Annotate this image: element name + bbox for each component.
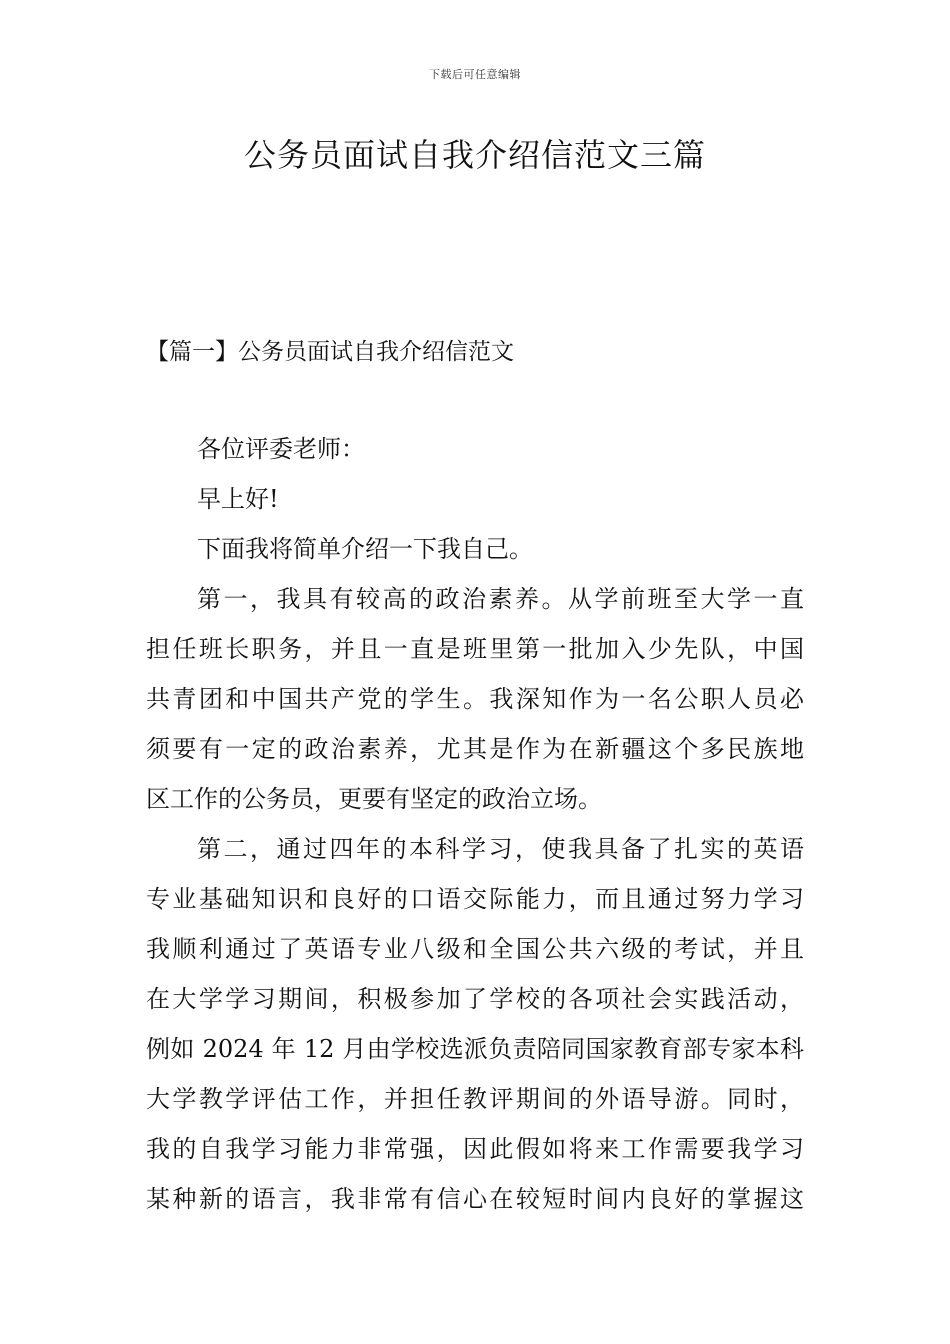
paragraph-line: 区工作的公务员，更要有坚定的政治立场。 — [146, 785, 602, 813]
section-heading: 【篇一】公务员面试自我介绍信范文 — [146, 339, 514, 365]
paragraph-line: 第一，我具有较高的政治素养。从学前班至大学一直 — [197, 585, 804, 613]
paragraph-line: 担任班长职务，并且一直是班里第一批加入少先队，中国 — [146, 635, 804, 663]
paragraph-line: 在大学学习期间，积极参加了学校的各项社会实践活动， — [146, 985, 804, 1013]
paragraph-line: 第二，通过四年的本科学习，使我具备了扎实的英语 — [197, 835, 804, 863]
paragraph-line: 下面我将简单介绍一下我自己。 — [197, 535, 533, 563]
paragraph-line: 专业基础知识和良好的口语交际能力，而且通过努力学习 — [146, 885, 804, 913]
header-note: 下载后可任意编辑 — [429, 68, 521, 81]
paragraph-line: 例如 2024 年 12 月由学校选派负责陪同国家教育部专家本科 — [146, 1035, 804, 1063]
paragraph-line: 某种新的语言，我非常有信心在较短时间内良好的掌握这 — [146, 1185, 804, 1213]
paragraph-line: 须要有一定的政治素养，尤其是作为在新疆这个多民族地 — [146, 735, 804, 763]
paragraph-line: 我的自我学习能力非常强，因此假如将来工作需要我学习 — [146, 1135, 804, 1163]
paragraph-line: 我顺利通过了英语专业八级和全国公共六级的考试，并且 — [146, 935, 804, 963]
paragraph-line: 大学教学评估工作，并担任教评期间的外语导游。同时， — [146, 1085, 804, 1113]
paragraph-line: 共青团和中国共产党的学生。我深知作为一名公职人员必 — [146, 685, 804, 713]
page-title: 公务员面试自我介绍信范文三篇 — [243, 136, 706, 174]
paragraph-line: 各位评委老师： — [197, 435, 365, 463]
paragraph-line: 早上好! — [197, 485, 279, 513]
